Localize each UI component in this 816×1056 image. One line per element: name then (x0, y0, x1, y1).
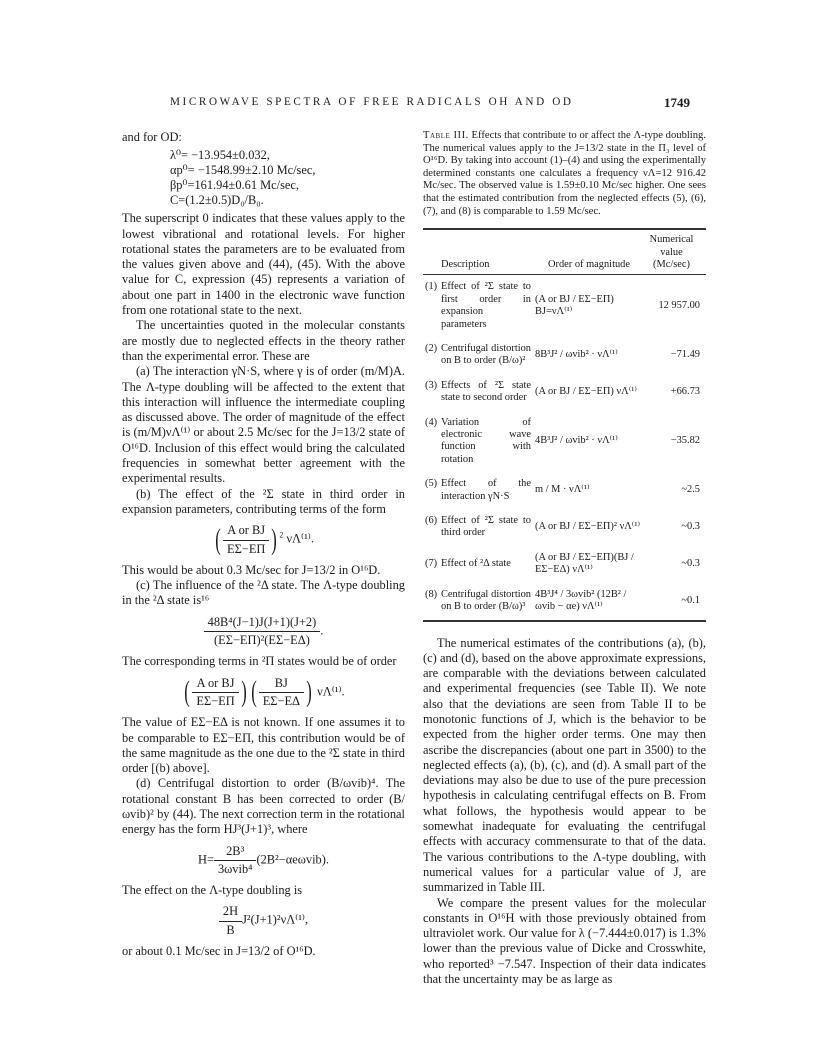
order-cell: (A or BJ / EΣ−EΠ) νΛ⁽¹⁾ (535, 386, 637, 398)
table-row: (6) Effect of ²Σ state to third order (A or BJ / EΣ−EΠ)² νΛ⁽¹⁾ ~0.3 (423, 509, 706, 546)
paragraph-compare: We compare the present values for the molecular constants in O¹⁶H with those previously obtained from ultraviolet work. Our value for λ (−7.444±0.017) is 1.3% lower than the previous value of Dicke and Crosswhite, who reported³ −7.547. Inspection of their data indicates that the uncertainty may be as large as (423, 895, 706, 987)
running-header (130, 96, 690, 116)
paragraph-b2: This would be about 0.3 Mc/sec for J=13/2 in O¹⁶D. (122, 562, 381, 577)
constant-beta: βp⁰=161.94±0.61 Mc/sec, (170, 178, 299, 193)
header-description: Description (441, 258, 490, 270)
constant-c: C=(1.2±0.5)D₀/B₀. (170, 193, 264, 208)
table-header (423, 230, 706, 275)
order-cell: (A or BJ / EΣ−EΠ)(BJ / EΣ−EΔ) νΛ⁽¹⁾ (535, 551, 634, 576)
value-cell: ~0.3 (681, 521, 700, 533)
right-column (423, 130, 706, 987)
table-row: (7) Effect of ²Δ state (A or BJ / EΣ−EΠ)(BJ / EΣ−EΔ) νΛ⁽¹⁾ ~0.3 (423, 546, 706, 583)
table-row: (8) Centrifugal distortion on B to order (B/ω)³ 4B³J⁴ / 3ωvib² (12B² / ωvib − αe) νΛ⁽¹⁾ ~0.1 (423, 583, 706, 620)
value-cell: 12 957.00 (658, 299, 700, 311)
table-row: (3) Effects of ²Σ state state to second order (A or BJ / EΣ−EΠ) νΛ⁽¹⁾ +66.73 (423, 374, 706, 411)
paragraph-estimates: The numerical estimates of the contributions (a), (b), (c) and (d), based on the above approximate expressions, are comparable with the deviations between calculated and experimental frequencies (see Table II). We note also that the deviations are seen from Table II to be monotonic functions of J, which is the behavior to be expected from the higher order terms. One may then ascribe the discrepancies (about one part in 3500) to the neglected effects (a), (b), (c), and (d). A small part of the deviations may also be due to use of the pure precession hypothesis in calculating centrifugal effects on B. From what follows, the hypothesis would appear to be somewhat inadequate for evaluating the centrifugal effects with accuracy commensurate to that of the data. The various contributions to the Λ-type doubling, with numerical values for a particular value of J, are summarized in Table III. (423, 635, 706, 895)
paragraph-superscript: The superscript 0 indicates that these values apply to the lowest vibrational and rotational levels. For higher rotational states the parameters are to be evaluated from the values given above and (44), (45). With the above value for C, expression (45) represents a variation of about one part in 1400 in the electronic wave function from one rotational state to the next. (122, 211, 405, 318)
order-cell: m / M · νΛ⁽¹⁾ (535, 484, 590, 496)
equation-c2: ( $\frac{\text{A or BJ}}{E\Sigma-E\Pi}$ ) ( $\frac{BJ}{E\Sigma-E\Delta}$ ) νΛ⁽¹⁾. (184, 675, 345, 709)
table-row: (4) Variation of electronic wave function with rotation 4B³J² / ωvib² · νΛ⁽¹⁾ −35.82 (423, 411, 706, 473)
left-column (122, 130, 405, 959)
order-cell: 8B³J² / ωvib² · νΛ⁽¹⁾ (535, 349, 618, 361)
intro-line: and for OD: (122, 130, 182, 144)
table-iii (423, 228, 706, 621)
order-cell: 4B³J² / ωvib² · νΛ⁽¹⁾ (535, 435, 618, 447)
page-number: 1749 (664, 95, 690, 110)
paragraph-c3: The value of EΣ−EΔ is not known. If one assumes it to be comparable to EΣ−EΠ, this contribution would be of the same magnitude as the one due to the ²Σ state in third order [(b) above]. (122, 715, 405, 776)
table-row: (2) Centrifugal distortion on B to order (B/ω)² 8B³J² / ωvib² · νΛ⁽¹⁾ −71.49 (423, 337, 706, 374)
paragraph-d2: The effect on the Λ-type doubling is (122, 883, 303, 898)
paragraph-uncertainties: The uncertainties quoted in the molecular constants are mostly due to neglected effects in the theory rather than the experimental error. These are (122, 318, 405, 363)
od-constants (170, 148, 405, 208)
value-cell: −71.49 (670, 349, 700, 361)
constant-alpha: αp⁰= −1548.99±2.10 Mc/sec, (170, 163, 316, 178)
table-label: Table III. (423, 130, 469, 141)
value-cell: ~0.3 (681, 558, 700, 570)
value-cell: ~2.5 (681, 484, 700, 496)
equation-c: $\frac{\text{48B⁴(J−1)J(J+1)(J+2)}}{\text{(EΣ−EΠ)²(EΣ−EΔ)}}$ . (122, 615, 405, 649)
order-cell: (A or BJ / EΣ−EΠ)² νΛ⁽¹⁾ (535, 521, 641, 533)
value-cell: +66.73 (670, 386, 700, 398)
paragraph-c: (c) The influence of the ²Δ state. The Λ-type doubling in the ²Δ state is¹⁶ (122, 578, 405, 608)
value-cell: −35.82 (670, 435, 700, 447)
order-cell: (A or BJ / EΣ−EΠ) BJ=νΛ⁽¹⁾ (535, 293, 614, 318)
paragraph-c2: The corresponding terms in ²Π states would be of order (122, 654, 397, 669)
paragraph-d3: or about 0.1 Mc/sec in J=13/2 of O¹⁶D. (122, 944, 316, 959)
table-caption (423, 130, 706, 218)
constant-lambda: λ⁰= −13.954±0.032, (170, 148, 270, 163)
value-cell: ~0.1 (681, 594, 700, 606)
table-row: (5) Effect of the interaction γN·S m / M · νΛ⁽¹⁾ ~2.5 (423, 472, 706, 509)
header-order: Order of magnitude (548, 258, 630, 270)
equation-d: H= $\frac{\text{2B³}}{\text{3ωvib⁴}}$ (2B²−αeωvib). (198, 843, 329, 876)
paragraph-b: (b) The effect of the ²Σ state in third order in expansion parameters, contributing terms of the form (122, 486, 405, 516)
equation-d2: $\frac{2H}{B}$ J²(J+1)²νΛ⁽¹⁾, (122, 904, 405, 938)
paragraph-d: (d) Centrifugal distortion to order (B/ωvib)⁴. The rotational constant B has been corrected to order (B/ωvib)² by (44). The next correction term in the rotational energy has the form HJ³(J+1)³, where (122, 776, 405, 837)
equation-b: ( $\frac{\text{A or BJ}}{E\Sigma-E\Pi}$ ) $^2$ νΛ⁽¹⁾. (215, 523, 314, 557)
table-caption-text: Effects that contribute to or affect the Λ-type doubling. The numerical values apply to the J=13/2 state in the Π₃ level of O¹⁶D. By taking into account (1)–(4) and using the experimentally determined constants one calculates a frequency νΛ=12 916.42 Mc/sec. The observed value is 1.59±0.10 Mc/sec higher. One sees that the estimated contribution from the neglected effects (5), (6), (7), and (8) is comparable to 1.59 Mc/sec. (423, 130, 706, 217)
running-title: MICROWAVE SPECTRA OF FREE RADICALS OH AND OD (170, 96, 574, 108)
table-row: (1) Effect of ²Σ state to first order in expansion parameters (A or BJ / EΣ−EΠ) BJ=νΛ⁽¹⁾ 12 957.00 (423, 275, 706, 337)
order-cell: 4B³J⁴ / 3ωvib² (12B² / ωvib − αe) νΛ⁽¹⁾ (535, 588, 627, 613)
header-value: Numerical value (Mc/sec) (649, 234, 694, 270)
paragraph-a: (a) The interaction γN·S, where γ is of order (m/M)A. The Λ-type doubling will be affected to the extent that this interaction will influence the intermediate coupling as discussed above. The order of magnitude of the effect is (m/M)νΛ⁽¹⁾ or about 2.5 Mc/sec for the J=13/2 state of O¹⁶D. Inclusion of this effect would bring the calculated frequencies in somewhat better agreement with the experimental results. (122, 364, 405, 486)
